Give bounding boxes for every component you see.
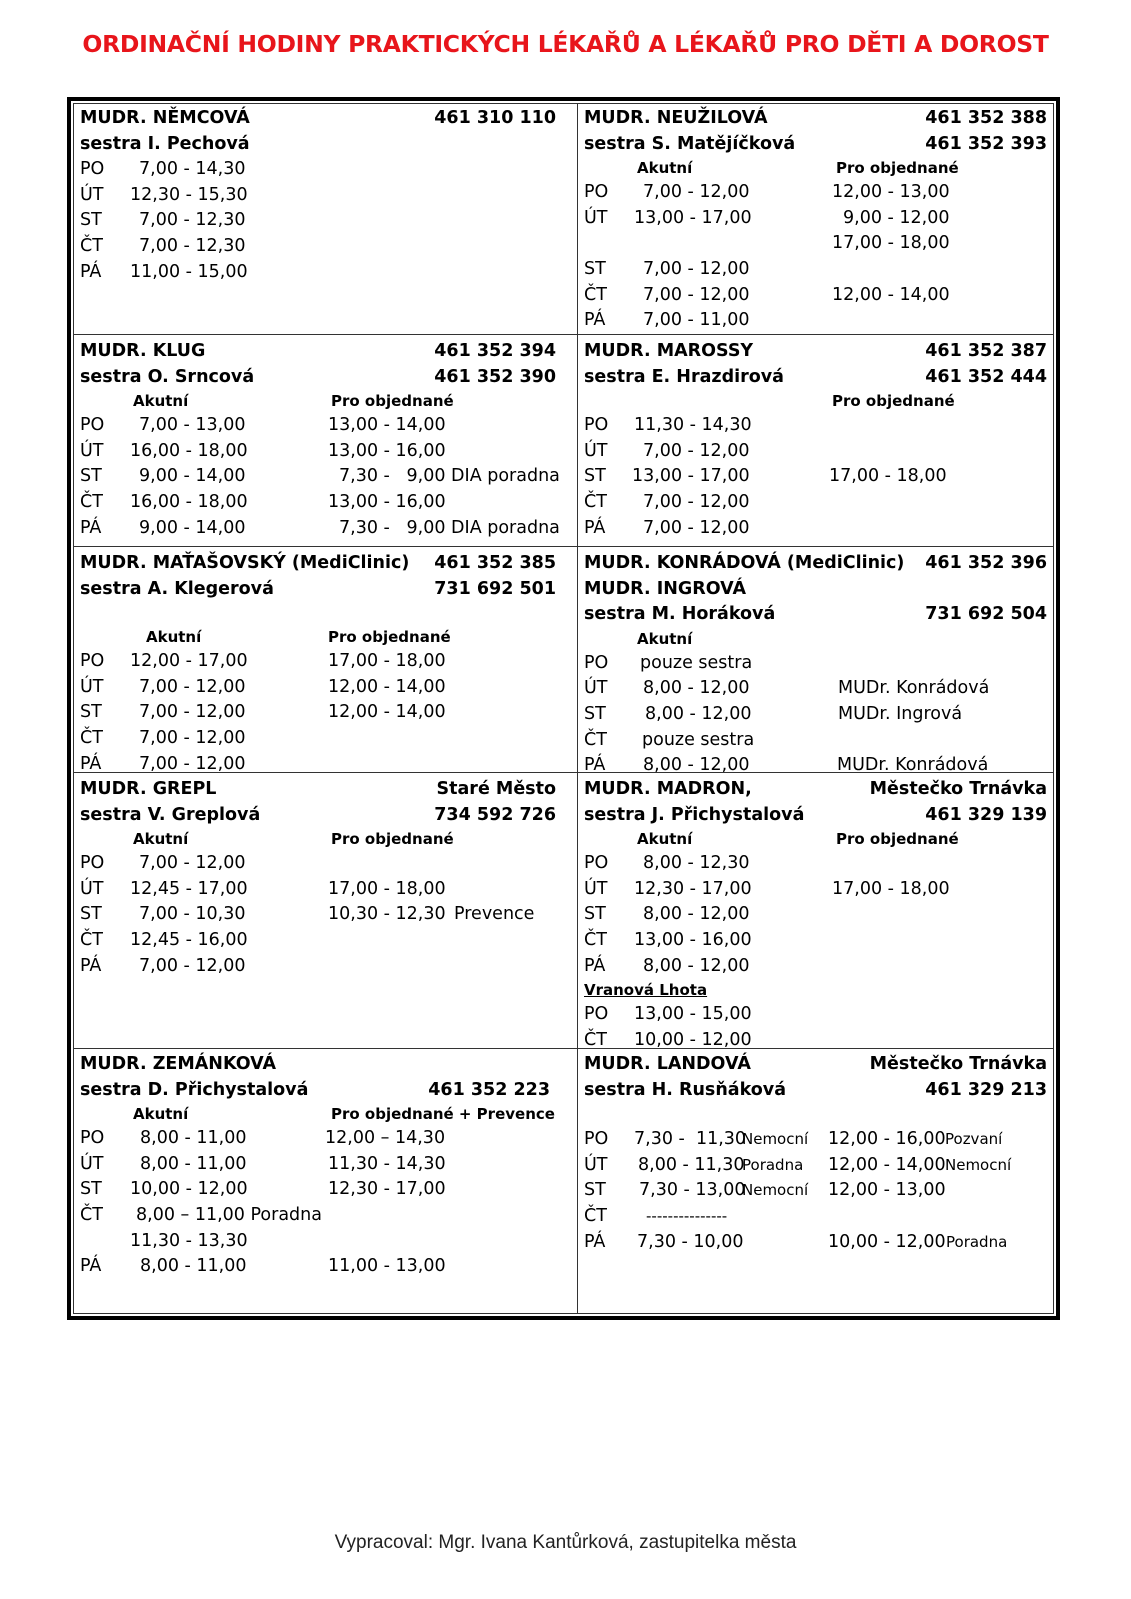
prevention-note: Prevence (454, 904, 535, 925)
doctor-card-konradova (584, 551, 1047, 779)
nurse-phone[interactable]: 461 352 393 (925, 133, 1047, 154)
doctor-phone[interactable]: 461 352 388 (925, 108, 1047, 128)
hours: 9,00 - 14,00 (139, 466, 246, 487)
appointment-hours: 17,00 - 18,00 (328, 878, 446, 899)
doctor-name: MUDR. ZEMÁNKOVÁ (80, 1054, 277, 1074)
day-label: PÁ (80, 1256, 102, 1277)
doctor-name: MUDR. GREPL (80, 779, 217, 799)
appointment-header: Pro objednané + Prevence (331, 1105, 555, 1124)
day-label: ÚT (584, 878, 608, 899)
day-label: PO (584, 182, 609, 203)
hours: 8,00 - 12,00 (643, 955, 750, 976)
attending-doctor: MUDr. Ingrová (838, 703, 963, 724)
hours: 7,00 - 12,30 (139, 210, 246, 231)
acute-header: Akutní (146, 628, 202, 647)
day-label: PÁ (80, 517, 102, 538)
appointment-hours: 12,30 - 17,00 (328, 1179, 446, 1200)
appointment-header: Pro objednané (832, 392, 955, 411)
schedule-row (80, 183, 556, 209)
visit-type: Nemocní (742, 1130, 809, 1149)
day-label: ST (584, 466, 606, 487)
acute-header: Akutní (637, 629, 693, 648)
day-label: ST (80, 210, 102, 231)
day-label: ČT (80, 1204, 103, 1225)
appointment-hours: 17,00 - 18,00 (832, 878, 950, 899)
day-label: ČT (584, 491, 607, 512)
schedule-row (584, 1230, 1047, 1256)
practice-location: Městečko Trnávka (869, 1054, 1047, 1074)
appointment-hours: 12,00 – 14,30 (325, 1128, 446, 1149)
day-label: PÁ (80, 955, 102, 976)
appointment-hours: 11,30 - 14,30 (328, 1153, 446, 1174)
schedule-row (80, 1126, 556, 1152)
appointment-hours: 17,00 - 18,00 (328, 651, 446, 672)
hours: 7,00 - 12,00 (643, 517, 750, 538)
appointment-hours: 12,00 - 14,00 (828, 1154, 946, 1175)
hours: 13,00 - 17,00 (632, 466, 750, 487)
nurse-name: sestra M. Horáková (584, 604, 776, 625)
schedule-row (584, 1002, 1047, 1028)
hours: 7,00 - 12,00 (643, 258, 750, 279)
schedule-row (584, 728, 1047, 754)
appointment-hours: 17,00 - 18,00 (829, 466, 947, 487)
nurse-name: sestra J. Přichystalová (584, 804, 805, 825)
hours: 12,30 - 15,30 (130, 184, 248, 205)
nurse-phone[interactable]: 734 592 726 (434, 804, 556, 825)
day-label: PÁ (80, 753, 102, 774)
doctor-name: MUDR. MAŤAŠOVSKÝ (MediClinic) (80, 553, 410, 573)
schedule-row (80, 516, 560, 542)
schedule-row (584, 464, 1047, 490)
schedule-row (584, 1127, 1047, 1153)
schedule-row (584, 206, 1047, 232)
day-label: PÁ (584, 517, 606, 538)
doctor-phone[interactable]: 461 352 394 (434, 341, 556, 361)
schedule-row (80, 157, 556, 183)
hours: 8,00 - 11,00 (140, 1153, 247, 1174)
hours: pouze sestra (640, 652, 753, 673)
hours: 11,00 - 15,00 (130, 261, 248, 282)
hours: 8,00 – 11,00 Poradna (136, 1204, 322, 1225)
hours: 12,30 - 17,00 (634, 878, 752, 899)
appointment-hours: 13,00 - 16,00 (328, 440, 446, 461)
hours: 7,30 - 10,00 (637, 1231, 744, 1252)
branch-location: Vranová Lhota (584, 981, 708, 1000)
nurse-phone[interactable]: 461 352 223 (428, 1079, 550, 1100)
day-label: ST (80, 702, 102, 723)
day-label: PÁ (584, 310, 606, 331)
day-label: PO (80, 159, 105, 180)
schedule-row (80, 1254, 556, 1280)
hours: 7,00 - 12,00 (139, 676, 246, 697)
doctor-card-klug (80, 339, 560, 541)
schedule-row (80, 649, 556, 675)
schedule-row (80, 464, 560, 490)
day-label: ČT (584, 1029, 607, 1050)
day-label: ST (80, 1179, 102, 1200)
day-label: ÚT (584, 1154, 608, 1175)
visit-type: Nemocní (945, 1155, 1012, 1174)
appointment-hours: 10,30 - 12,30 (328, 904, 446, 925)
visit-type: Poradna (946, 1232, 1008, 1251)
schedule-row (80, 902, 556, 928)
column-divider (577, 103, 578, 1314)
nurse-name: sestra H. Rusňáková (584, 1079, 787, 1100)
appointment-hours: 12,00 - 16,00 (828, 1129, 946, 1150)
hours: 7,00 - 12,00 (643, 440, 750, 461)
hours: 8,00 - 11,00 (140, 1256, 247, 1277)
nurse-phone[interactable]: 731 692 504 (925, 604, 1047, 625)
nurse-phone[interactable]: 731 692 501 (434, 578, 556, 599)
day-label: PO (584, 652, 609, 673)
day-label: ST (584, 258, 606, 279)
appointment-header: Pro objednané (331, 830, 454, 849)
schedule-row (80, 413, 556, 439)
schedule-row (80, 490, 556, 516)
hours: 8,00 - 12,00 (645, 703, 752, 724)
day-label: PÁ (80, 261, 102, 282)
nurse-name: sestra O. Srncová (80, 366, 255, 387)
nurse-phone[interactable]: 461 329 139 (925, 804, 1047, 825)
appointment-hours: 12,00 - 14,00 (832, 284, 950, 305)
schedule-row (80, 851, 556, 877)
doctor-name: MUDR. NEUŽILOVÁ (584, 108, 768, 128)
acute-header: Akutní (133, 1105, 189, 1124)
hours: 9,00 - 14,00 (139, 517, 246, 538)
row-divider (73, 546, 1054, 547)
day-label: ÚT (80, 1153, 104, 1174)
day-label: PO (584, 853, 609, 874)
hours: 10,00 - 12,00 (130, 1179, 248, 1200)
day-label: ČT (584, 929, 607, 950)
schedule-row (80, 700, 556, 726)
hours: 10,00 - 12,00 (634, 1029, 752, 1050)
hours: 7,00 - 12,00 (139, 853, 246, 874)
hours: 7,00 - 10,30 (139, 904, 246, 925)
hours: 8,00 - 11,00 (140, 1128, 247, 1149)
hours: 12,00 - 17,00 (130, 651, 248, 672)
day-label: ČT (584, 284, 607, 305)
nurse-phone[interactable]: 461 329 213 (925, 1079, 1047, 1100)
appointment-header: Pro objednané (328, 628, 451, 647)
day-label: PO (80, 1128, 105, 1149)
schedule-row (584, 1204, 1047, 1230)
hours: 7,30 - 13,00 (639, 1180, 746, 1201)
acute-header: Akutní (133, 830, 189, 849)
day-label: ÚT (584, 440, 608, 461)
hours: 7,00 - 12,00 (643, 491, 750, 512)
schedule-row (584, 1178, 1047, 1204)
acute-header: Akutní (637, 159, 693, 178)
nurse-name: sestra E. Hrazdirová (584, 366, 784, 387)
day-label: ST (80, 466, 102, 487)
day-label: ST (584, 904, 606, 925)
doctor-name: MUDR. LANDOVÁ (584, 1054, 751, 1074)
hours: 7,00 - 12,00 (139, 955, 246, 976)
nurse-phone[interactable]: 461 352 444 (925, 366, 1047, 387)
schedule-row (80, 260, 556, 286)
doctor-name: MUDR. MAROSSY (584, 341, 754, 361)
doctor-name: MUDR. NĚMCOVÁ (80, 108, 250, 128)
appointment-hours: 13,00 - 16,00 (328, 491, 446, 512)
schedule-row (584, 1028, 1047, 1054)
hours: 8,00 - 12,00 (643, 904, 750, 925)
schedule-row (584, 516, 1047, 542)
doctor-card-zemankova (80, 1052, 556, 1280)
attending-doctor: MUDr. Konrádová (837, 755, 989, 776)
schedule-row (584, 283, 1047, 309)
row-divider (73, 334, 1054, 335)
attending-doctor: MUDr. Konrádová (838, 678, 990, 699)
day-label: ÚT (584, 678, 608, 699)
hours: 7,00 - 12,00 (643, 182, 750, 203)
schedule-row (584, 231, 1047, 257)
day-label: ÚT (80, 440, 104, 461)
schedule-row (80, 208, 556, 234)
hours: 8,00 - 12,00 (643, 678, 750, 699)
day-label: ČT (584, 729, 607, 750)
hours: 7,00 - 12,00 (643, 284, 750, 305)
page-title: ORDINAČNÍ HODINY PRAKTICKÝCH LÉKAŘŮ A LÉKAŘŮ PRO DĚTI A DOROST (82, 30, 1049, 58)
appointment-hours: 11,00 - 13,00 (328, 1256, 446, 1277)
day-label: PO (584, 415, 609, 436)
schedule-row (80, 234, 556, 260)
doctor-card-marossy (584, 339, 1047, 541)
day-label: PÁ (584, 755, 606, 776)
schedule-row (584, 1153, 1047, 1179)
doctor-phone[interactable]: 461 310 110 (434, 108, 556, 128)
schedule-row (584, 702, 1047, 728)
doctor-phone[interactable]: 461 352 385 (434, 553, 556, 573)
visit-type: Pozvaní (945, 1130, 1003, 1149)
day-label: ČT (80, 929, 103, 950)
doctor-card-neuzilova (584, 106, 1047, 334)
day-label: ÚT (80, 878, 104, 899)
day-label: ST (584, 1180, 606, 1201)
author-footer: Vypracoval: Mgr. Ivana Kantůrková, zastupitelka města (334, 1532, 797, 1553)
schedule-row (584, 257, 1047, 283)
hours: 7,00 - 12,00 (139, 727, 246, 748)
nurse-name: sestra A. Klegerová (80, 578, 274, 599)
hours: 8,00 - 12,00 (643, 755, 750, 776)
hours: 8,00 - 12,30 (643, 853, 750, 874)
day-label: PO (80, 651, 105, 672)
appointment-header: Pro objednané (836, 830, 959, 849)
schedule-row (584, 308, 1047, 334)
hours: 7,00 - 13,00 (139, 415, 246, 436)
appointment-hours: 10,00 - 12,00 (828, 1231, 946, 1252)
hours: 13,00 - 17,00 (634, 207, 752, 228)
doctor-card-nemcova (80, 106, 556, 285)
hours: 7,00 - 12,00 (139, 702, 246, 723)
appointment-hours: 12,00 - 13,00 (828, 1180, 946, 1201)
schedule-row (80, 928, 556, 954)
nurse-name: sestra D. Přichystalová (80, 1079, 309, 1100)
acute-header: Akutní (133, 392, 189, 411)
day-label: PO (80, 415, 105, 436)
visit-type: Poradna (742, 1155, 804, 1174)
day-label: PO (584, 1129, 609, 1150)
appointment-hours: 7,30 - 9,00 DIA poradna (339, 517, 560, 538)
day-label: PO (80, 853, 105, 874)
schedule-row (80, 675, 556, 701)
day-label: ST (584, 703, 606, 724)
schedule-row (584, 877, 1047, 903)
nurse-name: sestra V. Greplová (80, 804, 261, 825)
schedule-row (80, 1152, 556, 1178)
appointment-hours: 9,00 - 12,00 (843, 207, 950, 228)
appointment-hours: 7,30 - 9,00 DIA poradna (339, 466, 560, 487)
doctor-name: MUDR. KLUG (80, 341, 206, 361)
hours: 7,00 - 11,00 (643, 310, 750, 331)
appointment-hours: 17,00 - 18,00 (832, 233, 950, 254)
hours: 7,00 - 14,30 (139, 159, 246, 180)
hours: --------------- (646, 1206, 728, 1225)
day-label: ÚT (80, 184, 104, 205)
schedule-row (584, 651, 1047, 677)
hours: 7,00 - 12,30 (139, 235, 246, 256)
doctor-card-madron (584, 777, 1047, 1053)
nurse-name: sestra S. Matějíčková (584, 133, 796, 154)
acute-header: Akutní (637, 830, 693, 849)
appointment-hours: 12,00 - 14,00 (328, 676, 446, 697)
hours: pouze sestra (642, 729, 755, 750)
schedule-row (80, 1203, 556, 1229)
day-label: PO (584, 1004, 609, 1025)
schedule-row (584, 676, 1047, 702)
day-label: ČT (80, 235, 103, 256)
appointment-hours: 12,00 - 14,00 (328, 702, 446, 723)
schedule-row (584, 439, 1047, 465)
hours: 16,00 - 18,00 (130, 491, 248, 512)
hours: 12,45 - 16,00 (130, 929, 248, 950)
doctor-phone[interactable]: 461 352 387 (925, 341, 1047, 361)
schedule-row (584, 928, 1047, 954)
schedule-row (584, 180, 1047, 206)
schedule-row (584, 954, 1047, 980)
day-label: ST (80, 904, 102, 925)
hours: 7,00 - 12,00 (139, 753, 246, 774)
schedule-row (80, 1177, 556, 1203)
day-label: ÚT (80, 676, 104, 697)
schedule-row (584, 902, 1047, 928)
schedule-row (80, 877, 556, 903)
schedule-row (80, 954, 556, 980)
day-label: PÁ (584, 1231, 606, 1252)
schedule-row (584, 490, 1047, 516)
hours: 8,00 - 11,30 (638, 1154, 745, 1175)
doctor-name: MUDR. MADRON, (584, 779, 752, 799)
day-label: ÚT (584, 207, 608, 228)
appointment-hours: 13,00 - 14,00 (328, 415, 446, 436)
schedule-row (80, 439, 556, 465)
practice-location: Staré Město (436, 779, 556, 799)
appointment-header: Pro objednané (836, 159, 959, 178)
doctor-card-landova (584, 1052, 1047, 1255)
doctor-card-matasovsky (80, 551, 556, 777)
practice-location: Městečko Trnávka (869, 779, 1047, 799)
doctor-name-2: MUDR. INGROVÁ (584, 578, 746, 599)
doctor-card-grepl (80, 777, 556, 979)
schedule-row (80, 752, 556, 778)
hours: 13,00 - 15,00 (634, 1004, 752, 1025)
schedule-row (80, 1229, 556, 1255)
visit-type: Nemocní (742, 1181, 809, 1200)
hours: 11,30 - 13,30 (130, 1230, 248, 1251)
hours: 16,00 - 18,00 (130, 440, 248, 461)
hours: 12,45 - 17,00 (130, 878, 248, 899)
hours: 13,00 - 16,00 (634, 929, 752, 950)
appointment-hours: 12,00 - 13,00 (832, 182, 950, 203)
schedule-row (584, 753, 1047, 779)
day-label: PÁ (584, 955, 606, 976)
schedule-row (584, 413, 1047, 439)
day-label: ČT (80, 491, 103, 512)
schedule-row (584, 851, 1047, 877)
day-label: ČT (584, 1205, 607, 1226)
doctor-phone[interactable]: 461 352 396 (925, 553, 1047, 573)
doctor-name: MUDR. KONRÁDOVÁ (MediClinic) (584, 553, 905, 573)
nurse-phone[interactable]: 461 352 390 (434, 366, 556, 387)
hours: 7,30 - 11,30 (634, 1129, 747, 1150)
nurse-name: sestra I. Pechová (80, 133, 250, 154)
hours: 11,30 - 14,30 (634, 415, 752, 436)
appointment-header: Pro objednané (331, 392, 454, 411)
day-label: ČT (80, 727, 103, 748)
schedule-row (80, 726, 556, 752)
